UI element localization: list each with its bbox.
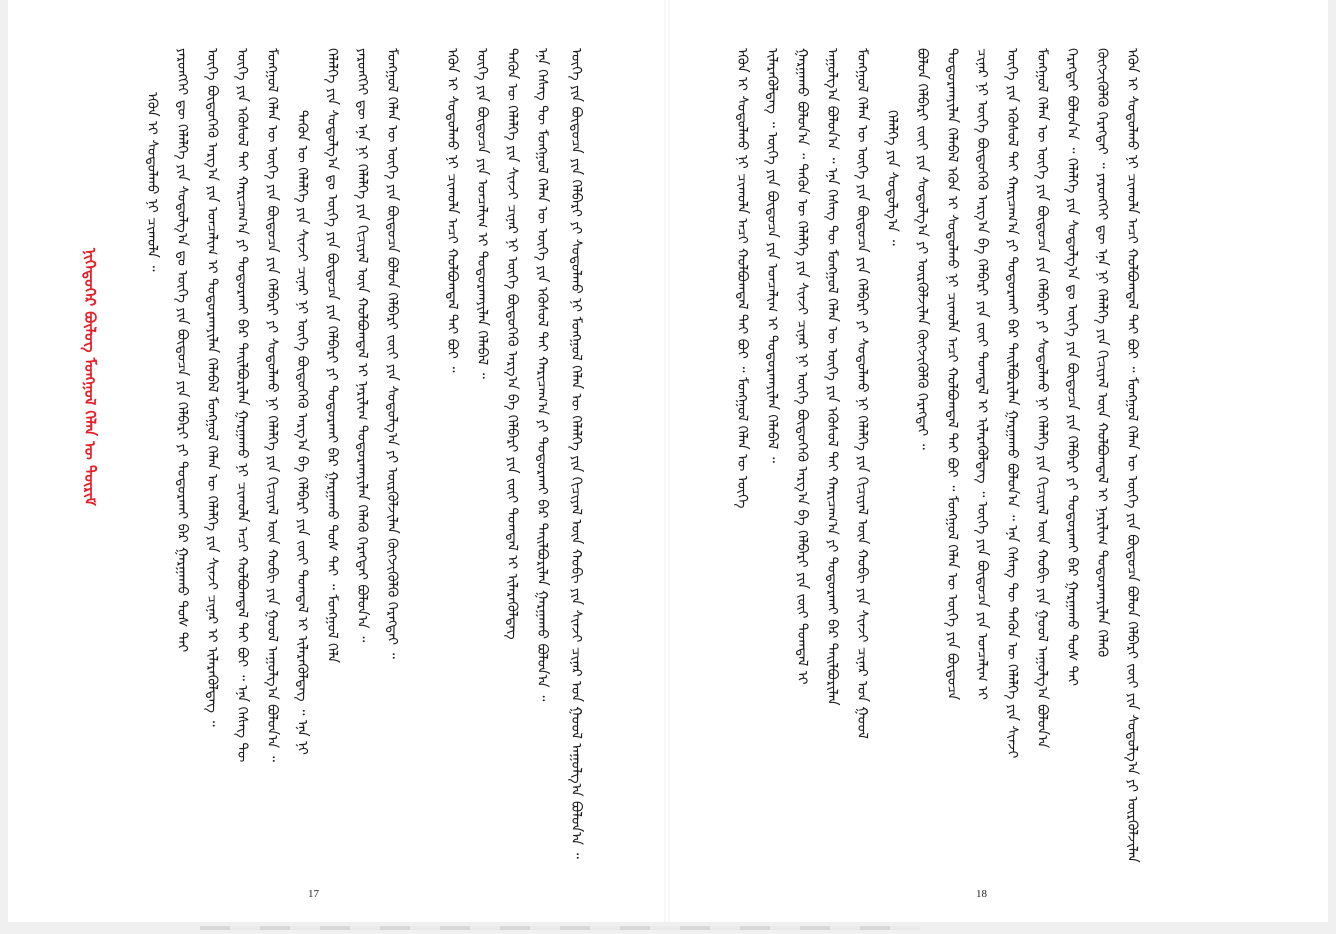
text-line: ᠮᠣᠩᠭᠣᠯ ᠬᠡᠯᠡᠨ ᠦ ᠦᠭᠡ ᠶᠢᠨ ᠪᠦᠲᠦᠴᠡ ᠪᠣᠯᠤᠨ ᠬᠡᠯᠪᠡᠷᠢ ᠵᠦᠢ ᠶᠢᠨ ᠰᠣᠳᠤᠯᠭ᠎ᠠ ᠶᠢ ᠦᠷᠭᠦᠯᠵᠢᠯᠡᠨ ᠬᠦᠭᠵᠢᠭᠦᠯᠬᠦ ᠬᠡᠷᠡᠭᠲᠡᠢ ᠃ xyxy=(384,48,400,659)
text-line: ᠲᠡᠭᠦᠨ ᠦ ᠬᠡᠯᠡᠯᠭᠡ ᠶᠢᠨ ᠰᠢᠨᠵᠢ ᠴᠢᠨᠠᠷ ᠨᠢ ᠦᠭᠡ ᠪᠦᠲᠦᠭᠡᠬᠦ ᠠᠷᠭ᠎ᠠ ᠪᠠ ᠬᠡᠯᠪᠡᠷᠢ ᠶᠢᠨ ᠵᠦᠢ ᠲᠣᠭᠲᠠᠯ ᠢ ᠢᠯᠡᠷᠡᠭᠦᠯᠳᠡᠭ ᠃ ᠡᠨᠡ ᠨᠢ xyxy=(294,110,310,755)
text-line: ᠮᠣᠩᠭᠣᠯ ᠬᠡᠯᠡᠨ ᠦ ᠦᠭᠡ ᠶᠢᠨ ᠪᠦᠲᠦᠴᠡ ᠶᠢᠨ ᠬᠡᠯᠪᠡᠷᠢ ᠶᠢ ᠰᠤᠳᠤᠯᠬᠤ ᠨᠢ ᠬᠡᠯᠡᠯᠭᠡ ᠶᠢᠨ ᠬᠢᠴᠢᠶᠡᠯ ᠦᠨ ᠬᠤᠪᠢ ᠶᠢᠨ ᠭᠣᠣᠯ ᠠᠭᠤᠯᠭ᠎ᠠ ᠪᠣᠯᠤᠨ᠎ᠠ xyxy=(1034,48,1050,749)
text-line: ᠬᠡᠯᠡᠯᠭᠡ ᠶᠢᠨ ᠰᠤᠳᠤᠯᠭ᠎ᠠ ᠃ xyxy=(884,110,900,246)
text-line: ᠦᠭᠡ ᠶᠢᠨ ᠪᠦᠲᠦᠴᠡ ᠶᠢᠨ ᠬᠡᠯᠪᠡᠷᠢ ᠶᠢ ᠰᠤᠳᠤᠯᠬᠤ ᠨᠢ ᠮᠣᠩᠭᠣᠯ ᠬᠡᠯᠡᠨ ᠦ ᠬᠡᠯᠡᠯᠭᠡ ᠶᠢᠨ ᠬᠢᠴᠢᠶᠡᠯ ᠦᠨ ᠬᠤᠪᠢ ᠶᠢᠨ ᠰᠢᠨᠵᠢ ᠴᠢᠨᠠᠷ ᠤᠨ ᠭᠣᠣᠯ ᠠᠭᠤᠯᠭ᠎ᠠ ᠪᠣᠯᠤᠨ᠎ᠠ ᠃ xyxy=(568,48,584,859)
text-line: ᠦᠭᠡ ᠶᠢᠨ ᠡᠭᠦᠰᠦᠯ ᠲᠡᠢ ᠬᠠᠷᠢᠴᠠᠭ᠎ᠠ ᠶᠢ ᠲᠣᠳᠣᠷᠬᠠᠢ ᠪᠠᠷ ᠲᠠᠢᠯᠪᠤᠷᠢᠯᠠᠨ ᠭᠠᠷᠭᠠᠬᠤ ᠨᠢ ᠴᠢᠬᠤᠯᠠ ᠠᠴᠢ ᠬᠣᠯᠪᠣᠭᠳᠠᠯ ᠲᠠᠢ ᠪᠤᠢ ᠃ ᠡᠨᠡ ᠬᠡᠰᠡᠭ ᠲᠦ xyxy=(234,48,250,763)
text-line: ᠬᠦᠭᠵᠢᠭᠦᠯᠬᠦ ᠬᠡᠷᠡᠭᠲᠡᠢ ᠃ ᠶᠡᠷᠦᠩᠬᠡᠢ ᠳᠦ ᠡᠨᠡ ᠨᠢ ᠬᠡᠯᠡᠯᠭᠡ ᠶᠢᠨ ᠬᠢᠴᠢᠶᠡᠯ ᠦᠨ ᠬᠣᠯᠪᠣᠭᠳᠠᠯ ᠢ ᠨᠠᠷᠢᠯᠢᠭ ᠲᠣᠳᠣᠷᠬᠠᠶᠢᠯᠠᠨ ᠬᠡᠯᠡᠬᠦ xyxy=(1094,48,1110,658)
text-line: ᠡᠭᠦᠨ ᠢ ᠰᠤᠳᠤᠯᠬᠤ ᠨᠢ ᠴᠢᠬᠤᠯᠠ ᠠᠴᠢ ᠬᠣᠯᠪᠣᠭᠳᠠᠯ ᠲᠠᠢ ᠪᠤᠢ ᠃ ᠮᠣᠩᠭᠣᠯ ᠬᠡᠯᠡᠨ ᠦ ᠦᠭᠡ xyxy=(734,48,750,509)
page-number: 17 xyxy=(308,888,319,900)
text-line: ᠭᠠᠷᠭᠠᠬᠤ ᠪᠣᠯᠤᠨ᠎ᠠ ᠃ ᠲᠡᠭᠦᠨ ᠦ ᠬᠡᠯᠡᠯᠭᠡ ᠶᠢᠨ ᠰᠢᠨᠵᠢ ᠴᠢᠨᠠᠷ ᠨᠢ ᠦᠭᠡ ᠪᠦᠲᠦᠭᠡᠬᠦ ᠠᠷᠭ᠎ᠠ ᠪᠠ ᠬᠡᠯᠪᠡᠷᠢ ᠶᠢᠨ ᠵᠦᠢ ᠲᠣᠭᠲᠠᠯ ᠢ xyxy=(794,48,810,685)
text-line: ᠬᠡᠯᠡᠯᠭᠡ ᠶᠢᠨ ᠰᠤᠳᠤᠯᠭ᠎ᠠ ᠳᠤ ᠦᠭᠡ ᠶᠢᠨ ᠪᠦᠲᠦᠴᠡ ᠶᠢᠨ ᠬᠡᠯᠪᠡᠷᠢ ᠶᠢ ᠲᠣᠳᠣᠷᠬᠠᠢ ᠪᠠᠷ ᠭᠠᠷᠭᠠᠬᠤ ᠲᠤᠰ ᠲᠠᠢ ᠃ ᠮᠣᠩᠭᠣᠯ ᠬᠡᠯᠡ xyxy=(324,48,340,663)
text-line: ᠡᠭᠦᠨ ᠢ ᠰᠤᠳᠤᠯᠬᠤ ᠨᠢ ᠴᠢᠬᠤᠯᠠ ᠃ xyxy=(144,92,160,272)
page-18 xyxy=(670,0,1328,922)
text-line: ᠦᠭᠡ ᠪᠦᠲᠦᠭᠡᠬᠦ ᠠᠷᠭ᠎ᠠ ᠶᠢᠨ ᠣᠨᠴᠠᠯᠢᠭ ᠢ ᠲᠣᠳᠣᠷᠬᠠᠶᠢᠯᠠᠨ ᠬᠡᠯᠡᠪᠡᠯ ᠮᠣᠩᠭᠣᠯ ᠬᠡᠯᠡᠨ ᠦ ᠬᠡᠯᠡᠯᠭᠡ ᠶᠢᠨ ᠰᠢᠨᠵᠢ ᠴᠢᠨᠠᠷ ᠢ ᠢᠯᠡᠷᠡᠭᠦᠯᠳᠡᠭ ᠃ xyxy=(204,48,220,727)
text-line: ᠡᠨᠡ ᠬᠡᠰᠡᠭ ᠲᠦ ᠮᠣᠩᠭᠣᠯ ᠬᠡᠯᠡᠨ ᠦ ᠦᠭᠡ ᠶᠢᠨ ᠡᠭᠦᠰᠦᠯ ᠲᠡᠢ ᠬᠠᠷᠢᠴᠠᠭ᠎ᠠ ᠶᠢ ᠲᠣᠳᠣᠷᠬᠠᠢ ᠪᠠᠷ ᠲᠠᠢᠯᠪᠤᠷᠢᠯᠠᠨ ᠭᠠᠷᠭᠠᠬᠤ ᠪᠣᠯᠤᠨ᠎ᠠ ᠃ xyxy=(534,48,550,702)
text-line: ᠲᠡᠭᠦᠨ ᠦ ᠬᠡᠯᠡᠯᠭᠡ ᠶᠢᠨ ᠰᠢᠨᠵᠢ ᠴᠢᠨᠠᠷ ᠨᠢ ᠦᠭᠡ ᠪᠦᠲᠦᠭᠡᠬᠦ ᠠᠷᠭ᠎ᠠ ᠪᠠ ᠬᠡᠯᠪᠡᠷᠢ ᠶᠢᠨ ᠵᠦᠢ ᠲᠣᠭᠲᠠᠯ ᠢ ᠢᠯᠡᠷᠡᠭᠦᠯᠳᠡᠭ xyxy=(504,48,520,640)
text-line: ᠶᠡᠷᠦᠩᠬᠡᠢ ᠳᠦ ᠡᠨᠡ ᠨᠢ ᠬᠡᠯᠡᠯᠭᠡ ᠶᠢᠨ ᠬᠢᠴᠢᠶᠡᠯ ᠦᠨ ᠬᠣᠯᠪᠣᠭᠳᠠᠯ ᠢ ᠨᠠᠷᠢᠯᠢᠭ ᠲᠣᠳᠣᠷᠬᠠᠶᠢᠯᠠᠨ ᠬᠡᠯᠡᠬᠦ ᠬᠡᠷᠡᠭᠲᠡᠢ ᠪᠣᠯᠤᠨ᠎ᠠ ᠃ xyxy=(354,48,370,643)
text-line: ᠬᠡᠷᠡᠭᠲᠡᠢ ᠪᠣᠯᠤᠨ᠎ᠠ ᠃ ᠬᠡᠯᠡᠯᠭᠡ ᠶᠢᠨ ᠰᠤᠳᠤᠯᠭ᠎ᠠ ᠳᠤ ᠦᠭᠡ ᠶᠢᠨ ᠪᠦᠲᠦᠴᠡ ᠶᠢᠨ ᠬᠡᠯᠪᠡᠷᠢ ᠶᠢ ᠲᠣᠳᠣᠷᠬᠠᠢ ᠪᠠᠷ ᠭᠠᠷᠭᠠᠬᠤ ᠲᠤᠰ ᠲᠠᠢ xyxy=(1064,48,1080,686)
text-line: ᠶᠡᠷᠦᠩᠬᠡᠢ ᠳᠦ ᠬᠡᠯᠡᠯᠭᠡ ᠶᠢᠨ ᠰᠤᠳᠤᠯᠭ᠎ᠠ ᠳᠤ ᠦᠭᠡ ᠶᠢᠨ ᠪᠦᠲᠦᠴᠡ ᠶᠢᠨ ᠬᠡᠯᠪᠡᠷᠢ ᠶᠢ ᠲᠣᠳᠣᠷᠬᠠᠢ ᠪᠠᠷ ᠭᠠᠷᠭᠠᠬᠤ ᠲᠤᠰ ᠲᠠᠢ xyxy=(174,48,190,653)
page-number: 18 xyxy=(976,888,987,900)
page-shadow-edge xyxy=(200,926,920,930)
page-17 xyxy=(8,0,664,922)
text-line: ᠡᠭᠦᠨ ᠢ ᠰᠤᠳᠤᠯᠬᠤ ᠨᠢ ᠴᠢᠬᠤᠯᠠ ᠠᠴᠢ ᠬᠣᠯᠪᠣᠭᠳᠠᠯ ᠲᠠᠢ ᠪᠤᠢ ᠃ ᠮᠣᠩᠭᠣᠯ ᠬᠡᠯᠡᠨ ᠦ ᠦᠭᠡ ᠶᠢᠨ ᠪᠦᠲᠦᠴᠡ ᠪᠣᠯᠤᠨ ᠬᠡᠯᠪᠡᠷᠢ ᠵᠦᠢ ᠶᠢᠨ ᠰᠣᠳᠤᠯᠭ᠎ᠠ ᠶᠢ ᠦᠷᠭᠦᠯᠵᠢᠯᠡᠨ xyxy=(1124,48,1140,863)
text-line: ᠦᠭᠡ ᠶᠢᠨ ᠪᠦᠲᠦᠴᠡ ᠶᠢᠨ ᠣᠨᠴᠠᠯᠢᠭ ᠢ ᠲᠣᠳᠣᠷᠬᠠᠶᠢᠯᠠᠨ ᠬᠡᠯᠡᠪᠡᠯ ᠃ xyxy=(474,48,490,379)
text-line: ᠮᠣᠩᠭᠣᠯ ᠬᠡᠯᠡᠨ ᠦ ᠦᠭᠡ ᠶᠢᠨ ᠪᠦᠲᠦᠴᠡ ᠶᠢᠨ ᠬᠡᠯᠪᠡᠷᠢ ᠶᠢ ᠰᠤᠳᠤᠯᠬᠤ ᠨᠢ ᠬᠡᠯᠡᠯᠭᠡ ᠶᠢᠨ ᠬᠢᠴᠢᠶᠡᠯ ᠦᠨ ᠬᠤᠪᠢ ᠶᠢᠨ ᠰᠢᠨᠵᠢ ᠴᠢᠨᠠᠷ ᠤᠨ ᠭᠣᠣᠯ xyxy=(854,48,870,739)
text-line: ᠪᠣᠯᠤᠨ ᠬᠡᠯᠪᠡᠷᠢ ᠵᠦᠢ ᠶᠢᠨ ᠰᠣᠳᠤᠯᠭ᠎ᠠ ᠶᠢ ᠦᠷᠭᠦᠯᠵᠢᠯᠡᠨ ᠬᠦᠭᠵᠢᠭᠦᠯᠬᠦ ᠬᠡᠷᠡᠭᠲᠡᠢ ᠃ xyxy=(914,48,930,450)
text-line: ᠢᠯᠡᠷᠡᠭᠦᠯᠳᠡᠭ ᠃ ᠦᠭᠡ ᠶᠢᠨ ᠪᠦᠲᠦᠴᠡ ᠶᠢᠨ ᠣᠨᠴᠠᠯᠢᠭ ᠢ ᠲᠣᠳᠣᠷᠬᠠᠶᠢᠯᠠᠨ ᠬᠡᠯᠡᠪᠡᠯ ᠃ xyxy=(764,48,780,463)
chapter-title: ᠨᠢᠭᠡᠳᠦᠭᠡᠷ ᠪᠦᠯᠦᠭ ᠮᠣᠩᠭᠣᠯ ᠬᠡᠯᠡᠨ ᠦ ᠳᠦᠷᠢᠮ xyxy=(81,248,99,506)
text-line: ᠮᠣᠩᠭᠣᠯ ᠬᠡᠯᠡᠨ ᠦ ᠦᠭᠡ ᠶᠢᠨ ᠪᠦᠲᠦᠴᠡ ᠶᠢᠨ ᠬᠡᠯᠪᠡᠷᠢ ᠶᠢ ᠰᠤᠳᠤᠯᠬᠤ ᠨᠢ ᠬᠡᠯᠡᠯᠭᠡ ᠶᠢᠨ ᠬᠢᠴᠢᠶᠡᠯ ᠦᠨ ᠬᠤᠪᠢ ᠶᠢᠨ ᠭᠣᠣᠯ ᠠᠭᠤᠯᠭ᠎ᠠ ᠪᠣᠯᠤᠨ᠎ᠠ ᠃ xyxy=(264,48,280,762)
text-line: ᠴᠢᠨᠠᠷ ᠨᠢ ᠦᠭᠡ ᠪᠦᠲᠦᠭᠡᠬᠦ ᠠᠷᠭ᠎ᠠ ᠪᠠ ᠬᠡᠯᠪᠡᠷᠢ ᠶᠢᠨ ᠵᠦᠢ ᠲᠣᠭᠲᠠᠯ ᠢ ᠢᠯᠡᠷᠡᠭᠦᠯᠳᠡᠭ ᠃ ᠦᠭᠡ ᠶᠢᠨ ᠪᠦᠲᠦᠴᠡ ᠶᠢᠨ ᠣᠨᠴᠠᠯᠢᠭ ᠢ xyxy=(974,48,990,701)
book-spread xyxy=(8,0,1328,922)
text-line: ᠠᠭᠤᠯᠭ᠎ᠠ ᠪᠣᠯᠤᠨ᠎ᠠ ᠃ ᠡᠨᠡ ᠬᠡᠰᠡᠭ ᠲᠦ ᠮᠣᠩᠭᠣᠯ ᠬᠡᠯᠡᠨ ᠦ ᠦᠭᠡ ᠶᠢᠨ ᠡᠭᠦᠰᠦᠯ ᠲᠡᠢ ᠬᠠᠷᠢᠴᠠᠭ᠎ᠠ ᠶᠢ ᠲᠣᠳᠣᠷᠬᠠᠢ ᠪᠠᠷ ᠲᠠᠢᠯᠪᠤᠷᠢᠯᠠᠨ xyxy=(824,48,840,706)
text-line: ᠡᠭᠦᠨ ᠢ ᠰᠤᠳᠤᠯᠬᠤ ᠨᠢ ᠴᠢᠬᠤᠯᠠ ᠠᠴᠢ ᠬᠣᠯᠪᠣᠭᠳᠠᠯ ᠲᠠᠢ ᠪᠤᠢ ᠃ xyxy=(444,48,460,373)
text-line: ᠲᠣᠳᠣᠷᠬᠠᠶᠢᠯᠠᠨ ᠬᠡᠯᠡᠪᠡᠯ ᠡᠭᠦᠨ ᠢ ᠰᠤᠳᠤᠯᠬᠤ ᠨᠢ ᠴᠢᠬᠤᠯᠠ ᠠᠴᠢ ᠬᠣᠯᠪᠣᠭᠳᠠᠯ ᠲᠠᠢ ᠪᠤᠢ ᠃ ᠮᠣᠩᠭᠣᠯ ᠬᠡᠯᠡᠨ ᠦ ᠦᠭᠡ ᠶᠢᠨ ᠪᠦᠲᠦᠴᠡ xyxy=(944,48,960,701)
text-line: ᠦᠭᠡ ᠶᠢᠨ ᠡᠭᠦᠰᠦᠯ ᠲᠡᠢ ᠬᠠᠷᠢᠴᠠᠭ᠎ᠠ ᠶᠢ ᠲᠣᠳᠣᠷᠬᠠᠢ ᠪᠠᠷ ᠲᠠᠢᠯᠪᠤᠷᠢᠯᠠᠨ ᠭᠠᠷᠭᠠᠬᠤ ᠪᠣᠯᠤᠨ᠎ᠠ ᠃ ᠡᠨᠡ ᠬᠡᠰᠡᠭ ᠲᠦ ᠲᠡᠭᠦᠨ ᠦ ᠬᠡᠯᠡᠯᠭᠡ ᠶᠢᠨ ᠰᠢᠨᠵᠢ xyxy=(1004,48,1020,759)
